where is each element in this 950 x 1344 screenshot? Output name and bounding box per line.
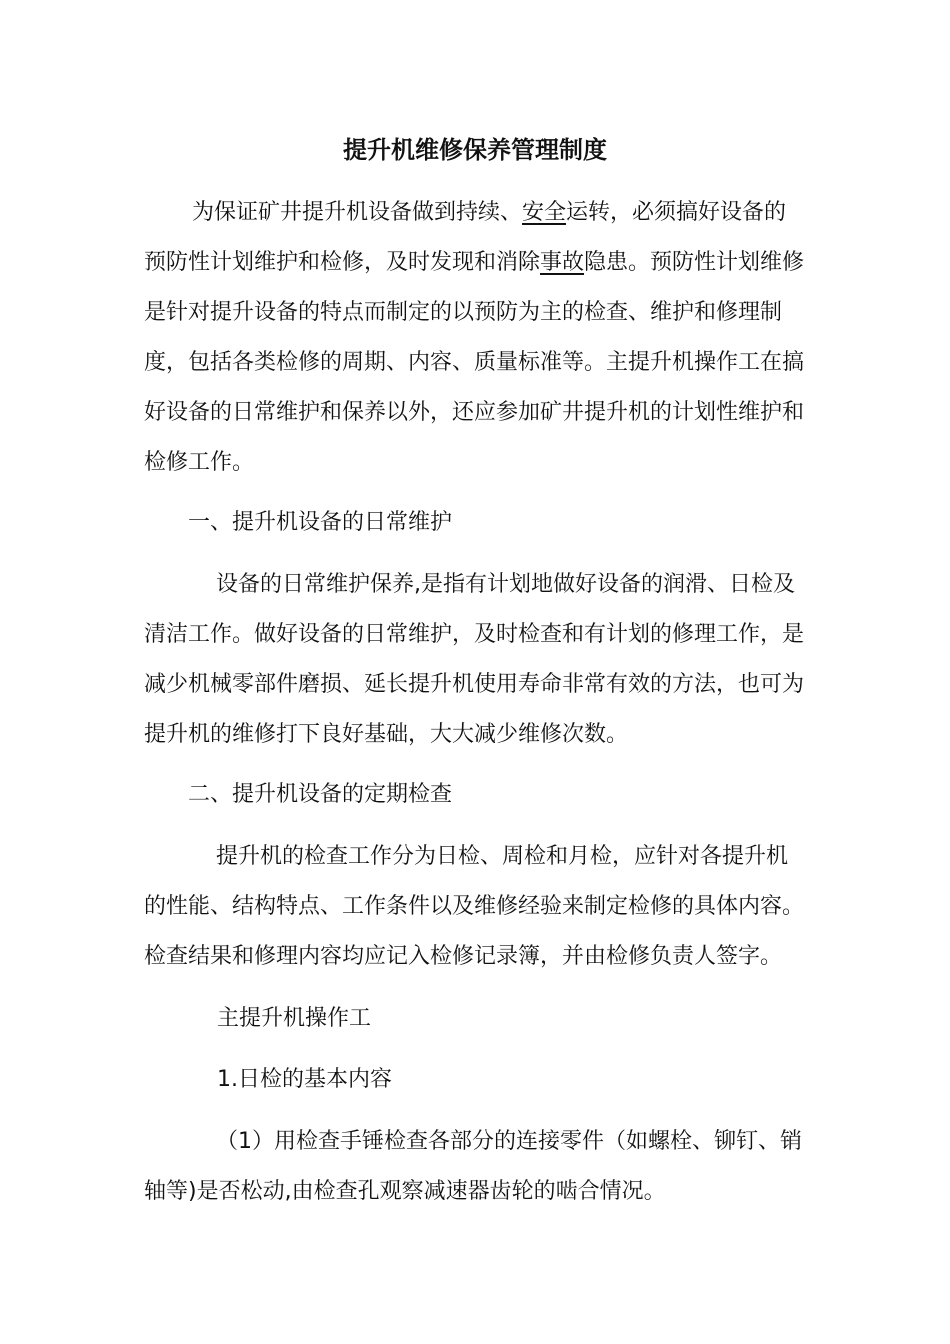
- link-accident[interactable]: 事故: [540, 250, 585, 275]
- item-heading-daily-check: 1.日检的基本内容: [217, 1067, 392, 1092]
- link-safety[interactable]: 安全: [522, 200, 567, 225]
- section-heading-periodic-inspection: 二、提升机设备的定期检查: [188, 782, 453, 807]
- document-title: 提升机维修保养管理制度: [343, 135, 607, 164]
- intro-text-3: 隐患。预防性计划维修是针对提升设备的特点而制定的以预防为主的检查、维护和修理制度，包括各类检修的周期、内容、质量标准等。主提升机操作工在搞好设备的日常维护和保养以外，还应参加矿井提升机的计划性维护和检修工作。: [144, 250, 805, 475]
- subheading-operator: 主提升机操作工: [217, 1006, 372, 1031]
- intro-paragraph: [144, 188, 806, 488]
- section-body-periodic-inspection: 提升机的检查工作分为日检、周检和月检，应针对各提升机的性能、结构特点、工作条件以及维修经验来制定检修的具体内容。检查结果和修理内容均应记入检修记录簿，并由检修负责人签字。: [144, 844, 805, 969]
- section-heading-daily-maintenance: 一、提升机设备的日常维护: [188, 510, 453, 535]
- intro-text-2: 运转，必须搞好设备的预防性计划维护和检修，及时发现和消除: [144, 200, 787, 275]
- item-point-1: （1）用检查手锤检查各部分的连接零件（如螺栓、铆钉、销轴等)是否松动,由检查孔观察减速器齿轮的啮合情况。: [144, 1129, 802, 1204]
- intro-text-1: 为保证矿井提升机设备做到持续、: [192, 200, 523, 225]
- section-body-daily-maintenance: 设备的日常维护保养,是指有计划地做好设备的润滑、日检及清洁工作。做好设备的日常维护，及时检查和有计划的修理工作，是减少机械零部件磨损、延长提升机使用寿命非常有效的方法，也可为提升机的维修打下良好基础，大大减少维修次数。: [144, 572, 805, 747]
